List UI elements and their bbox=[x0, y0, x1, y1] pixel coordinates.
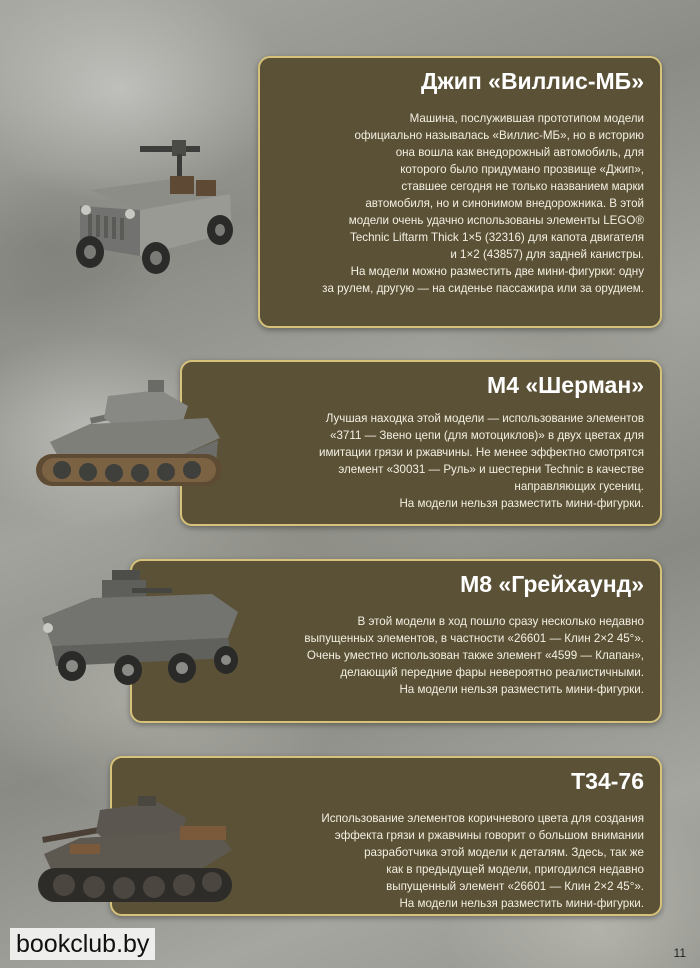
jeep-model-image bbox=[60, 128, 250, 278]
site-watermark: bookclub.by bbox=[10, 928, 155, 960]
jeep-description: Машина, послужившая прототипом модели официально называлась «Виллис-МБ», но в историю она вошла как внедорожный автомобиль, для которого было придумано прозвище «Джип», ставшее сегодня не только названием марки автомобиля, но и синонимом внедорожника. В этой модели очень удачно использованы элементы LEGO® Technic Liftarm Thick 1×5 (32316) для капота двигателя и 1×2 (43857) для задней канистры. На модели можно разместить две мини-фигурки: одну за рулем, другую — на сиденье пассажира или за орудием. bbox=[322, 112, 644, 295]
jeep-panel bbox=[258, 56, 662, 328]
t34-title: Т34-76 bbox=[571, 768, 644, 794]
greyhound-title: М8 «Грейхаунд» bbox=[460, 571, 644, 597]
sherman-title: М4 «Шерман» bbox=[487, 372, 644, 398]
greyhound-model-image bbox=[32, 566, 244, 692]
greyhound-description: В этой модели в ход пошло сразу несколько недавно выпущенных элементов, в частности «26601 — Клин 2×2 45°». Очень уместно использован также элемент «4599 — Клапан», делающий передние фары невероятно реалистичными. На модели нельзя разместить мини-фигурки. bbox=[304, 615, 644, 696]
sherman-panel bbox=[180, 360, 662, 526]
sherman-model-image bbox=[30, 372, 226, 498]
sherman-description: Лучшая находка этой модели — использование элементов «3711 — Звено цепи (для мотоциклов)» в двух цветах для имитации грязи и ржавчины. Не менее эффектно смотрятся элемент «30031 — Руль» и шестерни Technic в качестве направляющих гусениц. На модели нельзя разместить мини-фигурки. bbox=[318, 412, 644, 510]
jeep-title: Джип «Виллис-МБ» bbox=[421, 68, 644, 94]
t34-description: Использование элементов коричневого цвета для создания эффекта грязи и ржавчины говорит о большом внимании разработчика этой модели к деталям. Здесь, так же как в предыдущей модели, пригодился недавно выпущенный элемент «26601 — Клин 2×2 45°». На модели нельзя разместить мини-фигурки. bbox=[321, 812, 644, 910]
t34-model-image bbox=[30, 792, 236, 912]
page-number: 11 bbox=[673, 946, 686, 960]
